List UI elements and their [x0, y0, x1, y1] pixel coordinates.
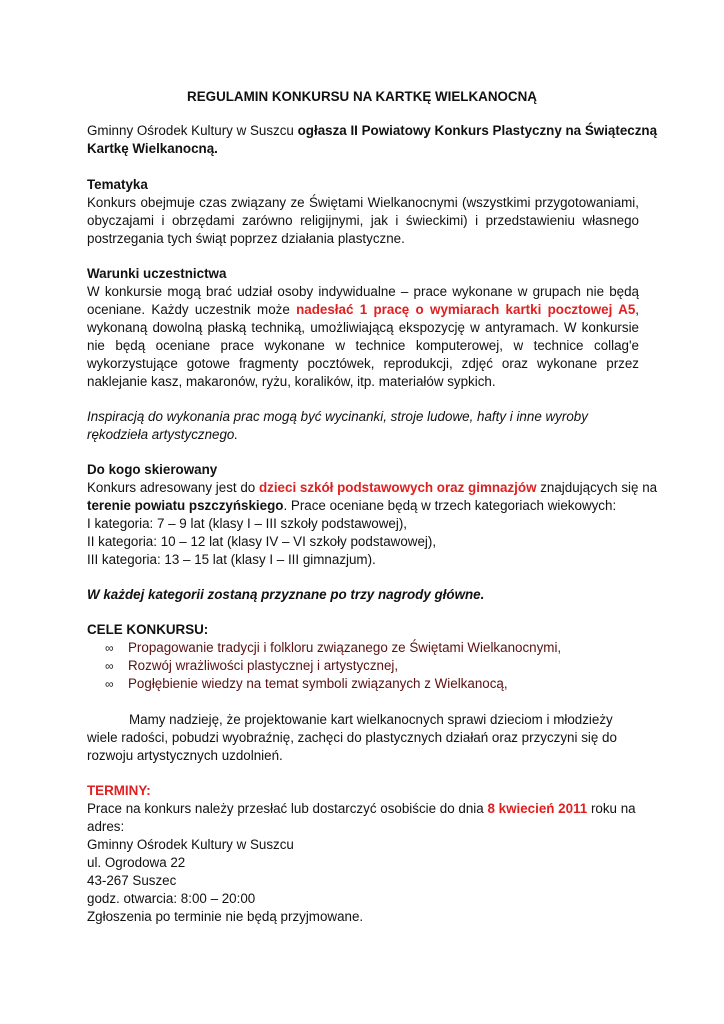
infinity-bullet-icon: ∞ — [105, 641, 114, 655]
cele-item — [105, 657, 398, 675]
category-1: I kategoria: 7 – 9 lat (klasy I – III szkoły podstawowej), — [87, 516, 408, 531]
dokogo-region: terenie powiatu pszczyńskiego — [87, 498, 284, 513]
closing-line-1: Mamy nadzieję, że projektowanie kart wielkanocnych sprawi dzieciom i młodzieży — [129, 712, 613, 727]
opening-hours: godz. otwarcia: 8:00 – 20:00 — [87, 891, 256, 906]
cele-item — [105, 639, 561, 657]
address-name: Gminny Ośrodek Kultury w Suszcu — [87, 837, 294, 852]
warunki-line-2 — [87, 301, 639, 319]
intro-line-2: Kartkę Wielkanocną. — [87, 141, 218, 156]
terminy-line-2: adres: — [87, 819, 125, 834]
warunki-highlight: nadesłać 1 pracę o wymiarach kartki pocztowej A5 — [296, 302, 636, 317]
category-2: II kategoria: 10 – 12 lat (klasy IV – VI szkoły podstawowej), — [87, 534, 437, 549]
warunki-line-6: naklejanie kasz, makaronów, ryżu, koralików, itp. materiałów sypkich. — [87, 374, 496, 389]
tematyka-line-2: obyczajami i obrzędami zarówno religijnymi, jak i świeckimi) i przedstawieniu własnego — [87, 213, 639, 228]
intro-announcement: ogłasza II Powiatowy Konkurs Plastyczny na Świąteczną — [297, 123, 658, 138]
warunki-line-5: wykorzystujące gotowe fragmenty pocztówek, reprodukcji, zdjęć oraz wykonane przez — [87, 356, 639, 371]
address-postal: 43-267 Suszec — [87, 873, 177, 888]
tematyka-line-1: Konkurs obejmuje czas związany ze Świętami Wielkanocnymi (wszystkimi przygotowaniami, — [87, 195, 639, 210]
warunki-line-2-end: , — [635, 302, 639, 317]
tematyka-heading: Tematyka — [87, 177, 148, 192]
infinity-bullet-icon: ∞ — [105, 659, 114, 673]
inspiracja-line-2: rękodzieła artystycznego. — [87, 427, 239, 442]
warunki-line-3: wykonaną dowolną płaską techniką, umożliwiającą ekspozycję w antyramach. W konkursie — [87, 320, 639, 335]
cele-item — [105, 675, 508, 693]
warunki-line-4: nie będą oceniane prace wykonane w technice komputerowej, w technice collag'e — [87, 338, 639, 353]
tematyka-line-3: postrzegania tych świąt poprzez działania plastyczne. — [87, 231, 405, 246]
intro-line-1 — [87, 122, 657, 140]
dokogo-line-2-end: . Prace oceniane będą w trzech kategoriach wiekowych: — [283, 498, 617, 513]
terminy-line-1 — [87, 800, 636, 818]
warunki-line-2-start: oceniane. Każdy uczestnik może — [87, 302, 297, 317]
warunki-heading: Warunki uczestnictwa — [87, 266, 227, 281]
closing-line-2: wiele radości, pobudzi wyobraźnię, zachęci do plastycznych działań oraz przyczyni się do — [87, 730, 617, 745]
dokogo-line-1-end: znajdujących się na — [536, 480, 658, 495]
document-title: REGULAMIN KONKURSU NA KARTKĘ WIELKANOCNĄ — [187, 89, 537, 104]
cele-item-text: Rozwój wrażliwości plastycznej i artystycznej, — [128, 658, 399, 673]
closing-line-3: rozwoju artystycznych uzdolnień. — [87, 748, 283, 763]
cele-item-text: Propagowanie tradycji i folkloru związanego ze Świętami Wielkanocnymi, — [128, 640, 562, 655]
terminy-heading: TERMINY: — [87, 783, 151, 798]
prizes-note: W każdej kategorii zostaną przyznane po trzy nagrody główne. — [87, 587, 485, 602]
dokogo-line-2 — [87, 497, 616, 515]
cele-item-text: Pogłębienie wiedzy na temat symboli związanych z Wielkanocą, — [128, 676, 508, 691]
category-3: III kategoria: 13 – 15 lat (klasy I – III gimnazjum). — [87, 552, 376, 567]
intro-org: Gminny Ośrodek Kultury w Suszcu — [87, 123, 298, 138]
infinity-bullet-icon: ∞ — [105, 677, 114, 691]
warunki-line-1: W konkursie mogą brać udział osoby indywidualne – prace wykonane w grupach nie będą — [87, 284, 639, 299]
terminy-line-1-start: Prace na konkurs należy przesłać lub dostarczyć osobiście do dnia — [87, 801, 488, 816]
inspiracja-line-1: Inspiracją do wykonania prac mogą być wycinanki, stroje ludowe, hafty i inne wyroby — [87, 409, 588, 424]
dokogo-highlight: dzieci szkół podstawowych oraz gimnazjów — [258, 480, 537, 495]
terminy-line-1-end: roku na — [587, 801, 636, 816]
dokogo-line-1-start: Konkurs adresowany jest do — [87, 480, 259, 495]
dokogo-heading: Do kogo skierowany — [87, 462, 218, 477]
deadline-date: 8 kwiecień 2011 — [487, 801, 588, 816]
late-submissions-note: Zgłoszenia po terminie nie będą przyjmowane. — [87, 909, 364, 924]
address-street: ul. Ogrodowa 22 — [87, 855, 186, 870]
cele-heading: CELE KONKURSU: — [87, 622, 209, 637]
dokogo-line-1 — [87, 479, 657, 497]
